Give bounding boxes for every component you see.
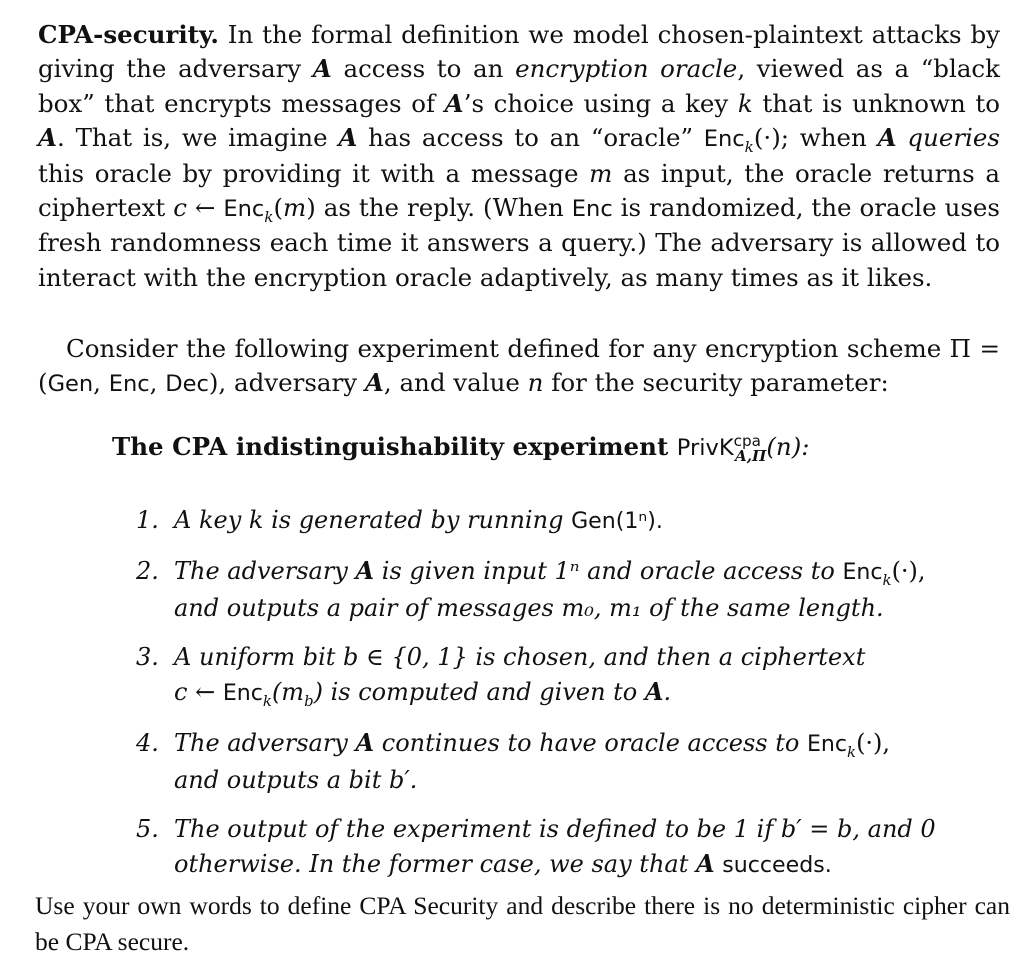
step-text: is given input 1ⁿ and oracle access to [381, 557, 835, 585]
enc-symbol: Enc [571, 196, 613, 223]
math-k: k [882, 570, 892, 589]
step-1 [136, 503, 996, 540]
math-arg: (·), [856, 729, 891, 757]
step-4 [136, 726, 996, 797]
enc-symbol: Enc [223, 196, 265, 223]
gen-symbol: Gen [47, 371, 94, 398]
adversary-symbol: A [444, 88, 464, 118]
text: this oracle by providing it with a message [38, 158, 579, 188]
adversary-symbol: A [312, 54, 332, 84]
step-text: The output of the experiment is defined to be 1 if b′ = b, and 0 otherwise. In the former case, we say that [174, 815, 936, 878]
step-number: 5. [136, 815, 159, 843]
text: as the reply. (When [323, 193, 564, 223]
math-k: k [262, 691, 272, 710]
step-3: 3. A uniform bit b ∈ {0, 1} is chosen, and then a ciphertext c ← $Enc_k(m_b)$ is computed and given to A. [136, 640, 996, 711]
adversary-symbol: A [364, 368, 384, 398]
text: as input, the oracle returns a ciphertext [38, 158, 1000, 223]
step-text: ) is computed and given to [313, 677, 638, 706]
enc-symbol: Enc [806, 732, 848, 757]
step-text: The adversary [174, 729, 348, 757]
adversary-symbol: A [696, 848, 715, 878]
privk-arg: (n): [766, 432, 810, 461]
adversary-symbol: A [355, 728, 375, 757]
privk-symbol: PrivK [676, 435, 734, 461]
math-assign: c ← [174, 677, 216, 706]
text: access to an [343, 54, 504, 84]
enc-symbol: Enc [842, 560, 883, 585]
math-n: n [527, 368, 544, 398]
math-arg: (m [271, 677, 305, 706]
step-text: continues to have oracle access to [381, 729, 800, 757]
step-number: 1. [136, 506, 159, 534]
enc-symbol: Enc [222, 680, 263, 706]
privk-subscript: A,Π [734, 446, 767, 465]
step-text: and outputs a bit b′. [174, 765, 418, 794]
experiment-title-text: The CPA indistinguishability experiment [112, 432, 669, 461]
step-text: A key k is generated by running [174, 506, 564, 534]
adversary-symbol: A [355, 556, 375, 585]
paragraph-cpa-security: CPA-security. In the formal definition we model chosen-plaintext attacks by giving the adversary A access to an encryption oracle, viewed as a “black box” that encrypts messages of A’s choice using a key k that is unknown to A. That is, we imagine A has access to an “oracle” Enc$_k$(·); when A queries this oracle by providing it with a message m as input, the oracle returns a ciphertext c ← Enc$_k$(m) as the reply. (When Enc is randomized, the oracle uses fresh randomness each time it answers a query.) The adversary is allowed to interact with the encryption oracle adaptively, as many times as it likes. [38, 20, 1001, 292]
paragraph-heading: CPA-security. [38, 20, 219, 49]
step-text: A uniform bit b ∈ {0, 1} is chosen, and then a ciphertext [174, 643, 866, 671]
math-arg: (·) [753, 123, 781, 153]
text: In the formal definition we model chosen-plaintext attacks by giving the adversary [38, 20, 1000, 84]
text: ), adversary [208, 368, 358, 398]
step-number: 3. [136, 643, 159, 671]
math-k: k [737, 88, 753, 118]
math-c: c [173, 193, 187, 223]
experiment-title [112, 430, 992, 465]
math-arg: (·), [891, 557, 926, 585]
enc-symbol: Enc [703, 126, 745, 153]
adversary-symbol: A [38, 123, 58, 153]
emphasis: encryption oracle [515, 54, 738, 84]
dec-symbol: Dec [165, 371, 209, 398]
text: for the security parameter: [551, 368, 889, 398]
math-m: m [589, 158, 613, 188]
text: that is unknown to [762, 88, 1001, 118]
privk-superscript: cpa [733, 431, 761, 450]
text: , viewed as a “black box” that encrypts messages of [38, 54, 1001, 118]
step-number: 4. [136, 729, 159, 757]
text: has access to an “oracle” [368, 123, 693, 153]
math-m: m [283, 193, 307, 223]
adversary-symbol: A [877, 123, 897, 153]
math-k: k [847, 742, 857, 761]
gen-call: Gen(1ⁿ). [571, 509, 663, 534]
math-arrow: ← [194, 193, 216, 223]
enc-symbol: Enc [108, 371, 150, 398]
emphasis: queries [907, 123, 1000, 153]
step-text: The adversary [174, 557, 348, 585]
step-text: and outputs a pair of messages m₀, m₁ of the same length. [174, 593, 884, 622]
adversary-symbol: A [338, 123, 358, 153]
step-5 [136, 812, 996, 883]
text: Consider the following experiment defined for any encryption scheme Π = ( [38, 334, 1000, 398]
step-2 [136, 554, 996, 625]
adversary-symbol: A [644, 676, 664, 706]
text: . That is, we imagine [57, 123, 328, 153]
math-k: k [744, 138, 754, 157]
question-text: Use your own words to define CPA Security and describe there is no deterministic cipher can be CPA secure. [35, 891, 1010, 956]
text: , and value [383, 368, 520, 398]
succeeds-word: succeeds. [722, 852, 832, 878]
math-k: k [264, 207, 274, 226]
text: ; when [780, 123, 867, 153]
paragraph-experiment-intro: Consider the following experiment defined for any encryption scheme Π = (Gen, Enc, Dec), adversary A, and value n for the security parameter: [38, 334, 1000, 398]
text: is randomized, the oracle uses fresh randomness each time it answers a query.) The adversary is allowed to interact with the encryption oracle adaptively, as many times as it likes. [38, 193, 1000, 292]
step-number: 2. [136, 557, 159, 585]
text: ’s choice using a key [463, 88, 729, 118]
